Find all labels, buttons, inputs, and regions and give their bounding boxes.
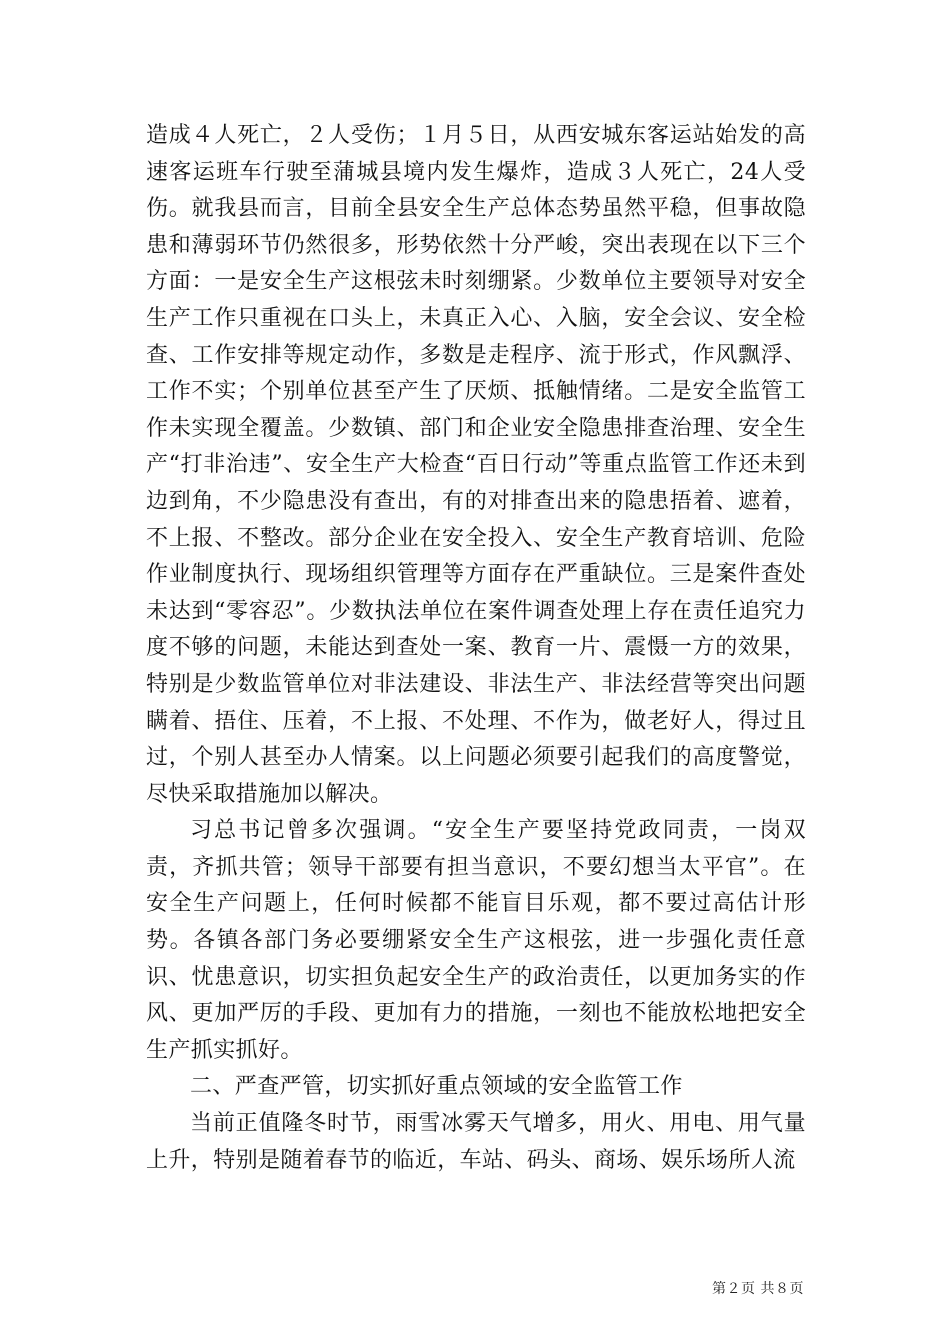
page-number-footer: 第２页 共８页 (712, 1281, 804, 1297)
section-heading-strict-supervision: 二、严查严管，切实抓好重点领域的安全监管工作 (190, 1074, 683, 1100)
document-body (146, 118, 806, 1179)
paragraph-safety-situation: 造成４人死亡，２人受伤；１月５日，从西安城东客运站始发的高速客运班车行驶至蒲城县境内发生爆炸，造成３人死亡，24人受伤。就我县而言，目前全县安全生产总体态势虽然平稳，但事故隐患和薄弱环节仍然很多，形势依然十分严峻，突出表现在以下三个方面：一是安全生产这根弦未时刻绷紧。少数单位主要领导对安全生产工作只重视在口头上，未真正入心、入脑，安全会议、安全检查、工作安排等规定动作，多数是走程序、流于形式，作风飘浮、工作不实；个别单位甚至产生了厌烦、抵触情绪。二是安全监管工作未实现全覆盖。少数镇、部门和企业安全隐患排查治理、安全生产“打非治违”、安全生产大检查“百日行动”等重点监管工作还未到边到角，不少隐患没有查出，有的对排查出来的隐患捂着、遮着，不上报、不整改。部分企业在安全投入、安全生产教育培训、危险作业制度执行、现场组织管理等方面存在严重缺位。三是案件查处未达到“零容忍”。少数执法单位在案件调查处理上存在责任追究力度不够的问题，未能达到查处一案、教育一片、震慑一方的效果，特别是少数监管单位对非法建设、非法生产、非法经营等突出问题瞒着、捂住、压着，不上报、不处理、不作为，做老好人，得过且过，个别人甚至办人情案。以上问题必须要引起我们的高度警觉，尽快采取措施加以解决。 (146, 123, 806, 807)
paragraph-winter-conditions: 当前正值隆冬时节，雨雪冰雾天气增多，用火、用电、用气量上升，特别是随着春节的临近，车站、码头、商场、娱乐场所人流 (146, 1111, 806, 1173)
paragraph-xi-instruction: 习总书记曾多次强调。“安全生产要坚持党政同责，一岗双责，齐抓共管；领导干部要有担当意识，不要幻想当太平官”。在安全生产问题上，任何时候都不能盲目乐观，都不要过高估计形势。各镇各部门务必要绷紧安全生产这根弦，进一步强化责任意识、忧患意识，切实担负起安全生产的政治责任，以更加务实的作风、更加严厉的手段、更加有力的措施，一刻也不能放松地把安全生产抓实抓好。 (146, 818, 806, 1063)
